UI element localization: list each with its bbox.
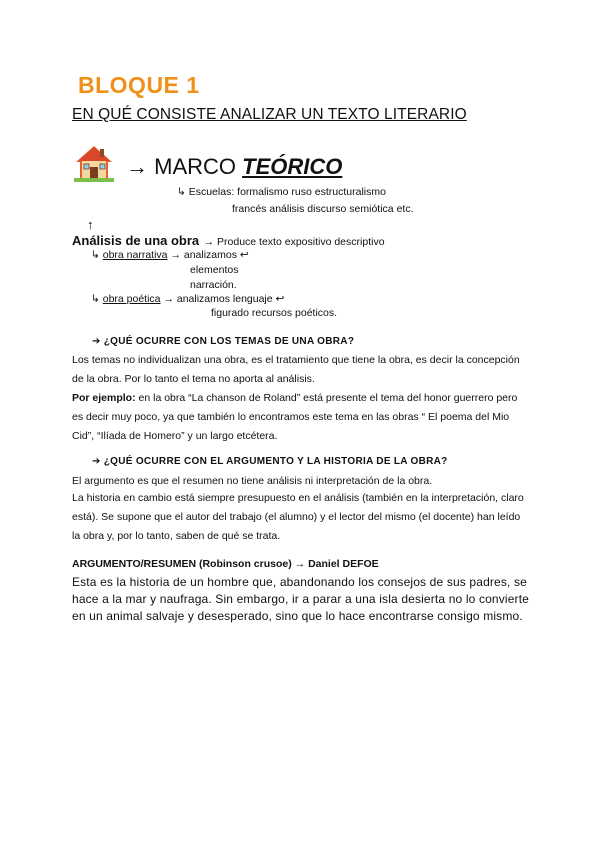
section-subtitle: EN QUÉ CONSISTE ANALIZAR UN TEXTO LITERARIO <box>72 106 467 123</box>
paragraph-historia: La historia en cambio está siempre presupuesto en el análisis (también en la interpretación, claro está). Se supone que el autor del trabajo (el alumno) y el lector del mismo (el docente) han leído la obra y, por lo tanto, saben de qué se trata. <box>72 492 524 542</box>
poetica-line <box>91 293 284 305</box>
poetica-l2: figurado recursos poéticos. <box>211 307 338 319</box>
narrativa-hook: ↳ <box>91 249 100 261</box>
paragraph-robinson: Esta es la historia de un hombre que, abandonando los consejos de sus padres, se hace a la mar y naufraga. Sin embargo, ir a parar a una isla desierta no lo convierte en un animal salvaje y desesperado, sino que lo hace encontrarse consigo mismo. <box>72 575 529 623</box>
poetica-rest: → analizamos lenguaje ↩ <box>163 293 285 305</box>
ejemplo-text: en la obra “La chanson de Roland” está presente el tema del honor guerrero pero es decir muy poco, ya que también lo encontramos este tema en las obras “ El poema del Mio Cid”, “Ilíada de Homero” y un largo etcétera. <box>72 392 518 442</box>
analisis-head: Análisis de una obra <box>72 233 200 248</box>
marco-teorico-heading <box>126 154 342 180</box>
ejemplo-label: Por ejemplo: <box>72 392 136 404</box>
narrativa-rest: → analizamos ↩ <box>170 249 249 261</box>
question-argumento: ➔ ¿QUÉ OCURRE CON EL ARGUMENTO Y LA HISTORIA DE LA OBRA? <box>92 456 448 467</box>
paragraph-ejemplo <box>72 389 527 446</box>
narrativa-label: obra narrativa <box>102 249 168 261</box>
poetica-label: obra poética <box>102 293 161 305</box>
narrativa-l3: narración. <box>190 279 237 291</box>
marco-emphasis: TEÓRICO <box>242 154 343 179</box>
argumento-heading: ARGUMENTO/RESUMEN (Robinson crusoe) → Daniel DEFOE <box>72 558 379 570</box>
question-temas: ➔ ¿QUÉ OCURRE CON LOS TEMAS DE UNA OBRA? <box>92 336 355 347</box>
page-title: BLOQUE 1 <box>78 72 200 98</box>
paragraph-argumento: El argumento es que el resumen no tiene análisis ni interpretación de la obra. <box>72 475 433 487</box>
up-arrow: ↑ <box>87 217 94 232</box>
narrativa-l2: elementos <box>190 264 239 276</box>
analisis-rest: → Produce texto expositivo descriptivo <box>203 236 385 248</box>
narrativa-line <box>91 249 249 261</box>
house-icon <box>74 143 114 183</box>
arrow-right: → <box>126 154 148 179</box>
paragraph-temas: Los temas no individualizan una obra, es el tratamiento que tiene la obra, es decir la concepción de la obra. Por lo tanto el tema no aporta al análisis. <box>72 354 520 385</box>
poetica-hook: ↳ <box>91 293 100 305</box>
escuelas-line2: francés análisis discurso semiótica etc. <box>232 203 414 215</box>
analisis-line <box>72 232 385 250</box>
marco-prefix: MARCO <box>154 154 243 179</box>
escuelas-line1: ↳ Escuelas: formalismo ruso estructuralismo <box>177 186 386 198</box>
